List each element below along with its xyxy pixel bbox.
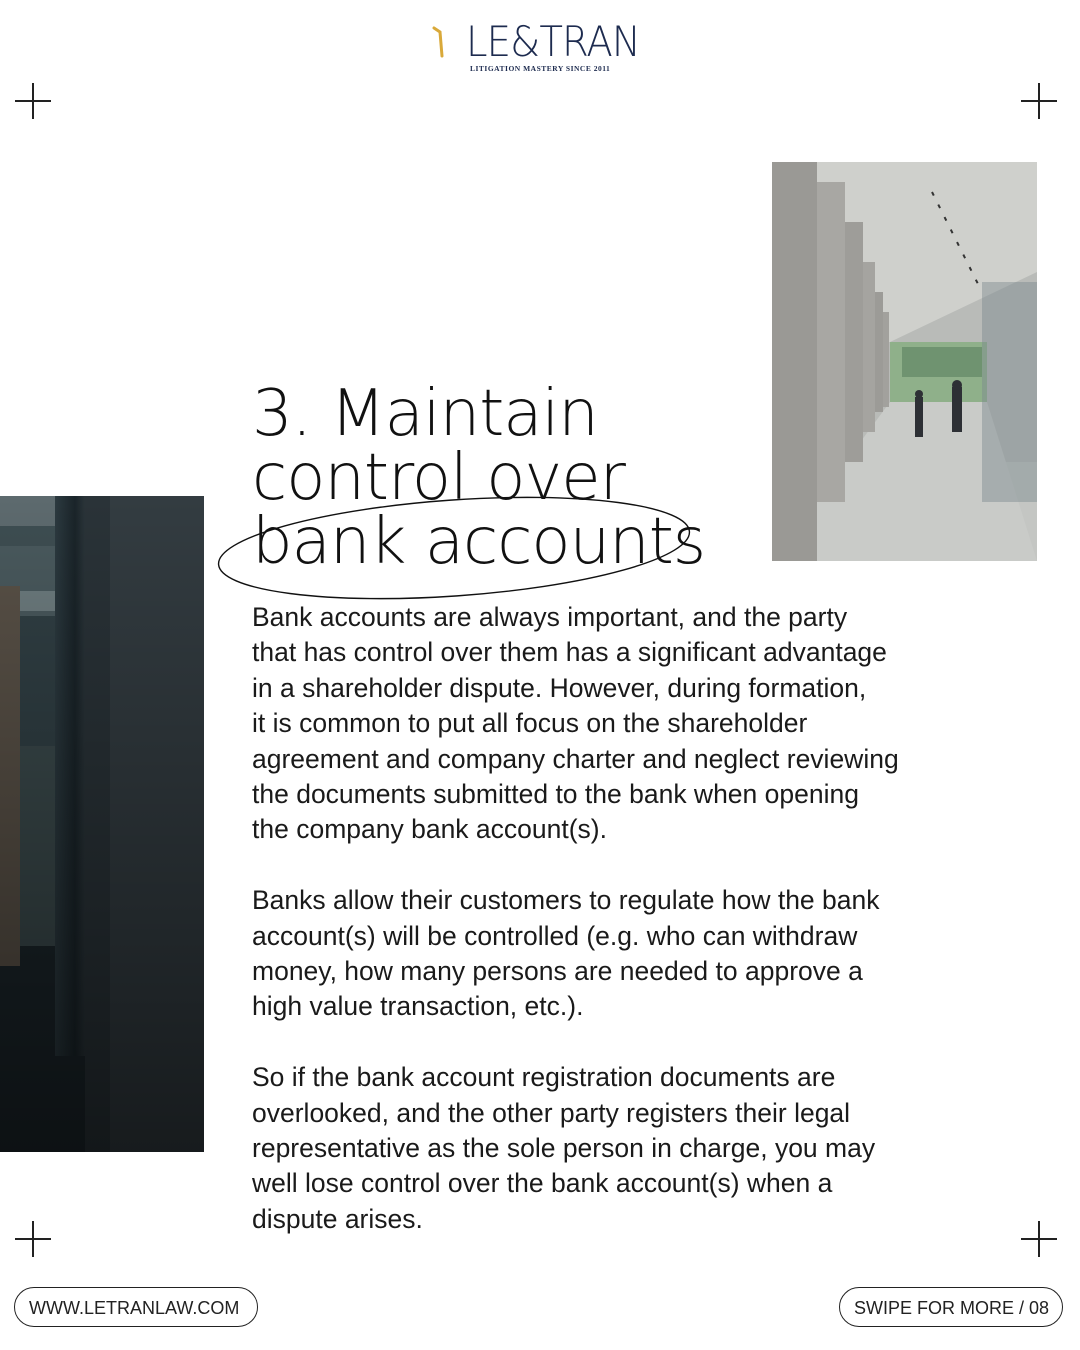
brand-tagline: LITIGATION MASTERY SINCE 2011 — [470, 64, 611, 73]
brand-logo — [430, 17, 650, 78]
swipe-for-more-button[interactable]: SWIPE FOR MORE / 08 — [839, 1287, 1063, 1327]
corner-cross-icon — [1021, 83, 1057, 119]
city-skyline-photo — [0, 496, 204, 1152]
corner-cross-icon — [1021, 1221, 1057, 1257]
headline — [252, 377, 772, 579]
logo-mark-icon — [430, 22, 470, 62]
body-paragraph-1: Bank accounts are always important, and the party that has control over them has a significant advantage in a shareholder dispute. However, during formation, it is common to put all focus on the shareholder agreement and company charter and neglect reviewing the documents submitted to the bank when opening the company bank account(s). — [252, 602, 899, 845]
body-paragraph-2: Banks allow their customers to regulate how the bank account(s) will be controlled (e.g. who can withdraw money, how many persons are needed to approve a high value transaction, etc.). — [252, 885, 880, 1022]
brand-name: LE&TRAN — [466, 17, 640, 66]
headline-line-2: control over — [252, 441, 625, 515]
website-link[interactable]: WWW.LETRANLAW.COM — [14, 1287, 258, 1327]
body-paragraph-3: So if the bank account registration documents are overlooked, and the other party registers their legal representative as the sole person in charge, you may well lose control over the bank account(s) when a dispute arises. — [252, 1062, 876, 1234]
corner-cross-icon — [15, 1221, 51, 1257]
body-text — [252, 600, 972, 1273]
corner-cross-icon — [15, 83, 51, 119]
headline-line-1: 3. Maintain — [252, 377, 598, 451]
colonnade-photo — [772, 162, 1037, 561]
headline-line-3: bank accounts — [252, 505, 706, 579]
